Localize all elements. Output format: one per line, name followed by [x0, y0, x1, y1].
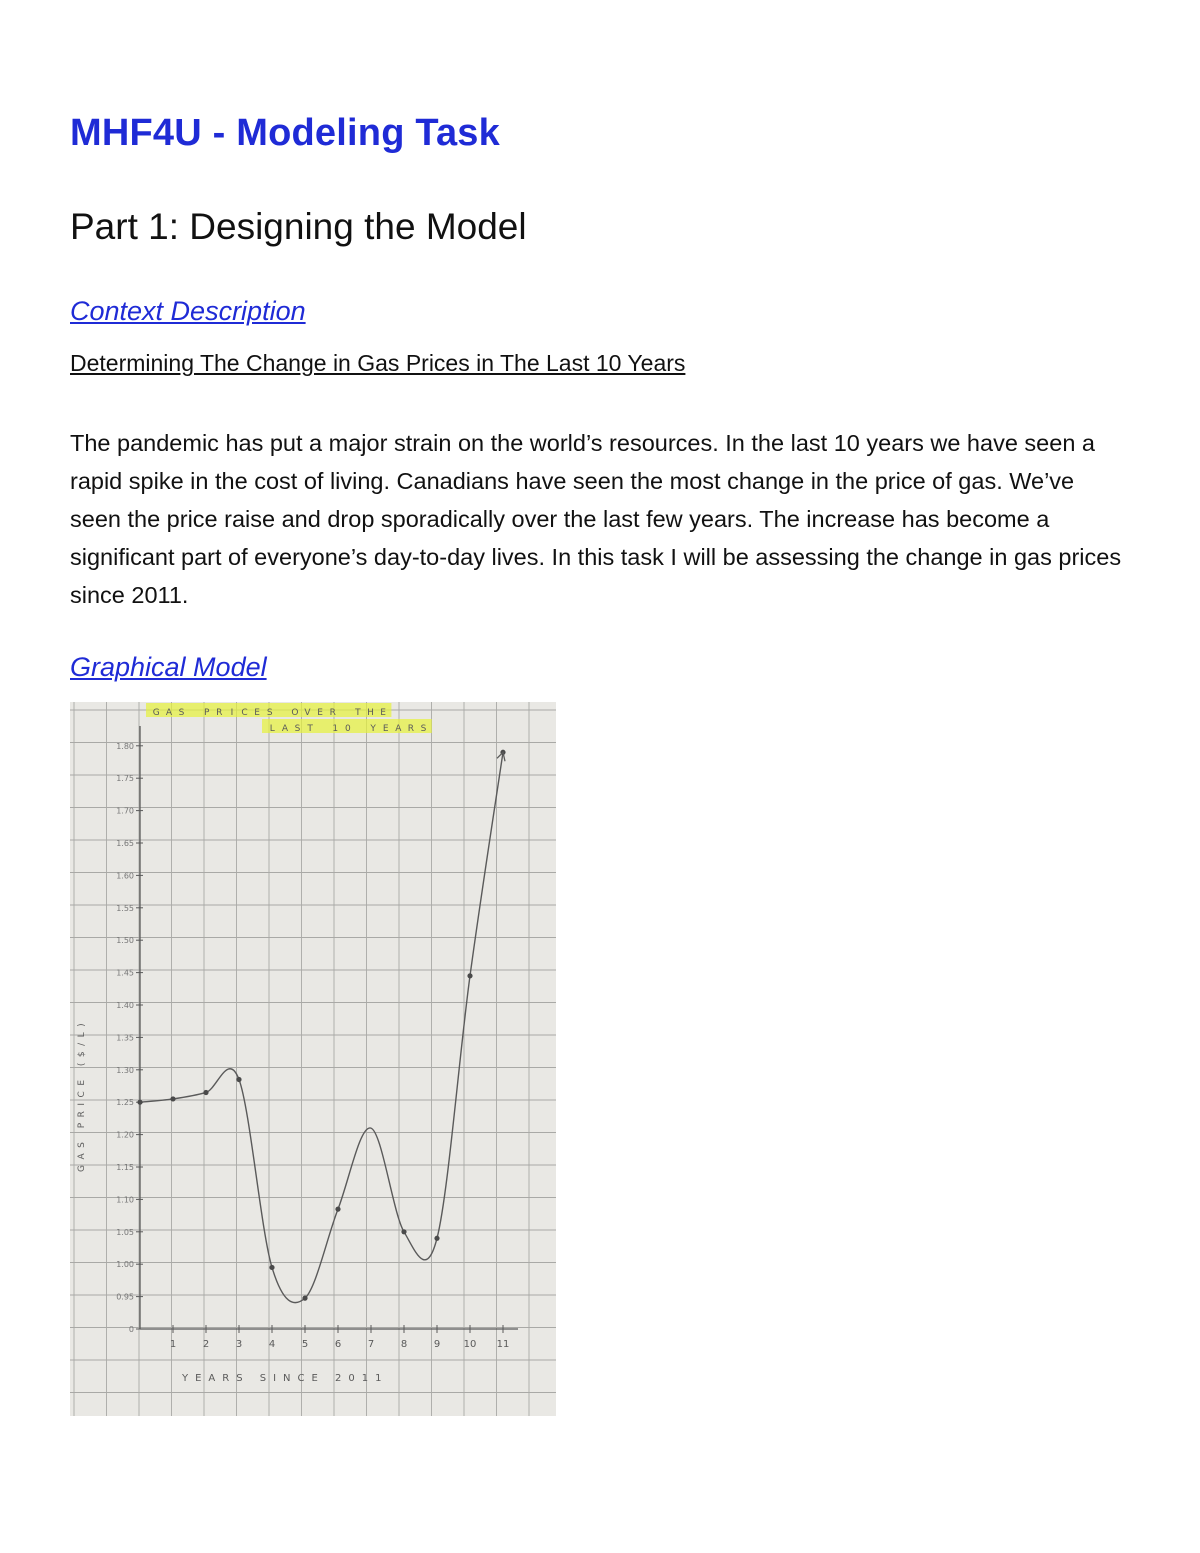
data-points: [137, 750, 505, 1301]
title-letter: E: [317, 708, 323, 718]
chart-title-cells: [146, 703, 432, 734]
title-letter: A: [395, 724, 402, 734]
data-point: [434, 1236, 439, 1241]
title-letter: A: [281, 724, 288, 734]
y-tick-label: 1.30: [116, 1065, 134, 1075]
title-letter: S: [266, 708, 273, 718]
y-tick-label: 1.45: [116, 968, 134, 978]
y-tick-label: 1.60: [116, 871, 134, 881]
graphical-model-link[interactable]: Graphical Model: [70, 652, 267, 682]
arrow-head: [497, 752, 505, 761]
title-letter: T: [355, 708, 361, 718]
y-tick-label: 1.10: [116, 1195, 134, 1205]
x-tick-label: 8: [400, 1339, 408, 1350]
x-axis-label: [181, 1373, 388, 1384]
document-title: MHF4U - Modeling Task: [70, 112, 500, 154]
title-letter: S: [294, 724, 301, 734]
x-tick-label: 3: [235, 1339, 243, 1350]
y-tick-label: 1.05: [116, 1227, 134, 1237]
title-letter: T: [307, 724, 313, 734]
title-letter: 1: [332, 724, 339, 734]
title-letter: E: [382, 724, 389, 734]
title-letter: L: [269, 724, 275, 734]
title-letter: E: [380, 708, 386, 718]
y-tick-label: 1.25: [116, 1098, 134, 1108]
y-tick-label: 1.20: [116, 1130, 134, 1140]
y-tick-label: 1.70: [116, 806, 134, 816]
title-letter: G: [152, 708, 160, 718]
title-letter: P: [203, 708, 210, 718]
data-point: [335, 1207, 340, 1212]
x-axis-label-text: YEARS SINCE 2011: [182, 1373, 389, 1384]
data-point: [170, 1096, 175, 1101]
data-point: [401, 1229, 406, 1234]
y-tick-label: 1.65: [116, 839, 134, 848]
data-point: [137, 1100, 142, 1105]
data-point: [203, 1090, 208, 1095]
x-tick-label: 4: [268, 1339, 276, 1350]
y-tick-label: 1.75: [116, 774, 134, 784]
x-tick-label: 5: [301, 1339, 309, 1350]
x-tick-label: 2: [202, 1339, 210, 1350]
chart-axes: [140, 726, 518, 1329]
title-letter: 0: [345, 724, 351, 734]
data-point: [302, 1296, 307, 1301]
data-point: [236, 1077, 241, 1082]
title-letter: R: [407, 724, 415, 734]
y-tick-label: 1.80: [116, 741, 134, 751]
title-letter: O: [291, 708, 299, 718]
title-letter: R: [216, 708, 223, 718]
x-tick-label: 1: [169, 1339, 177, 1350]
context-description-link[interactable]: Context Description: [70, 296, 306, 326]
title-letter: C: [241, 708, 248, 718]
title-letter: R: [329, 708, 336, 718]
part-heading: Part 1: Designing the Model: [70, 206, 527, 247]
gas-price-chart: [70, 702, 556, 1416]
title-letter: I: [230, 708, 234, 718]
y-tick-label: 1.50: [116, 936, 134, 946]
data-point: [467, 973, 472, 978]
y-tick-label: 1.55: [116, 903, 134, 913]
y-tick-label: 1.40: [116, 1001, 134, 1010]
y-tick-label: 0.95: [116, 1292, 134, 1302]
x-tick-label: 11: [496, 1339, 510, 1350]
data-point: [269, 1265, 274, 1270]
title-letter: H: [367, 708, 374, 718]
title-letter: V: [304, 708, 311, 718]
curve-arrow: [497, 752, 505, 761]
y-tick-label: 0: [128, 1325, 134, 1334]
context-subheading: Determining The Change in Gas Prices in The Last 10 Years: [70, 350, 686, 376]
y-tick-label: 1.35: [116, 1033, 134, 1043]
x-tick-label: 9: [433, 1339, 441, 1350]
y-axis-label-text: GAS PRICE ($/L): [77, 1017, 87, 1172]
x-tick-label: 7: [367, 1339, 375, 1350]
graph-grid: [70, 702, 556, 1416]
y-axis-label: [77, 1018, 87, 1172]
y-tick-label: 1.00: [116, 1260, 134, 1270]
y-tick-label: 1.15: [116, 1163, 134, 1172]
graph-paper-photo: [70, 702, 556, 1416]
title-letter: S: [420, 724, 427, 734]
title-letter: Y: [370, 724, 376, 734]
title-letter: E: [254, 708, 260, 718]
price-curve: [140, 752, 503, 1302]
x-tick-label: 10: [463, 1339, 477, 1350]
title-letter: S: [178, 708, 185, 718]
title-letter: A: [165, 708, 172, 718]
context-paragraph: The pandemic has put a major strain on the world’s resources. In the last 10 years we have seen a rapid spike in the cost of living. Canadians have seen the most change in the price of gas. We’ve seen the price raise and drop sporadically over the last few years. The increase has become a significant part of everyone’s day-to-day lives. In this task I will be assessing the change in gas prices since 2011.: [70, 430, 1122, 608]
x-tick-label: 6: [334, 1339, 342, 1350]
